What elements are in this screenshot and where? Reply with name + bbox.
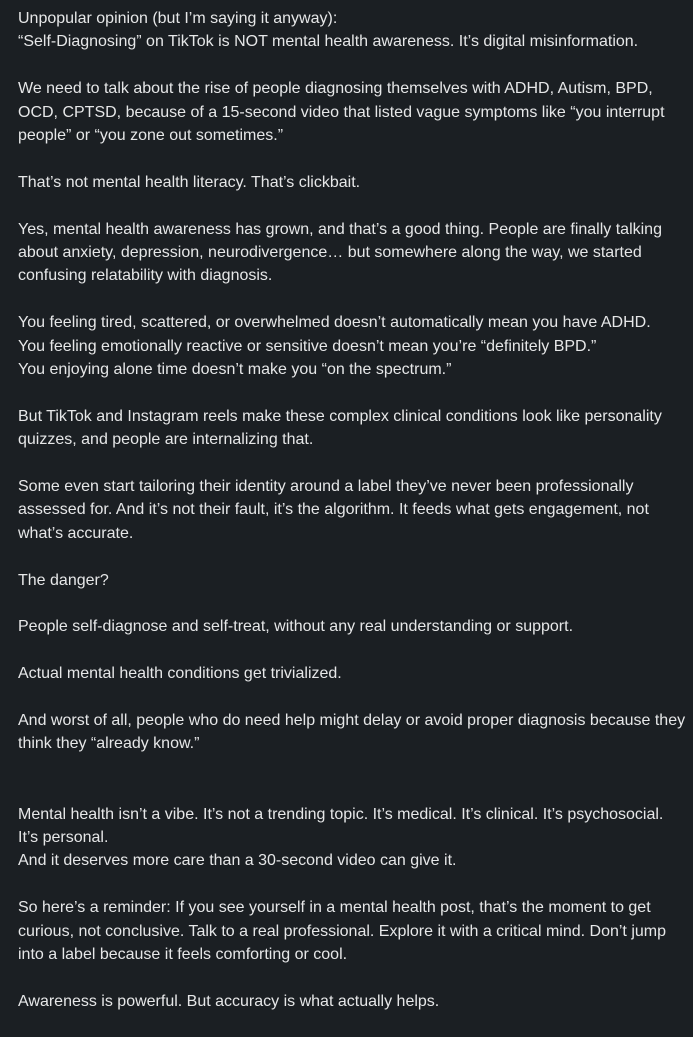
- text-line: You enjoying alone time doesn’t make you “on the spectrum.”: [18, 361, 452, 379]
- text-line: Some even start tailoring their identity around a label they’ve never been professionally assessed for. And it’s not their fault, it’s the algorithm. It feeds what gets engagement, not what’s accurate.: [18, 478, 649, 542]
- post-paragraph: [18, 615, 686, 638]
- text-line: “Self-Diagnosing” on TikTok is NOT mental health awareness. It’s digital misinformation.: [18, 33, 639, 51]
- text-line: And it deserves more care than a 30-second video can give it.: [18, 852, 457, 870]
- text-line: Actual mental health conditions get trivialized.: [18, 665, 342, 683]
- text-line: You feeling tired, scattered, or overwhelmed doesn’t automatically mean you have ADHD.: [18, 314, 651, 332]
- post-paragraph: [18, 171, 686, 194]
- post-paragraph: [18, 803, 686, 873]
- text-line: But TikTok and Instagram reels make these complex clinical conditions look like personality quizzes, and people are internalizing that.: [18, 407, 662, 449]
- text-line: Awareness is powerful. But accuracy is what actually helps.: [18, 992, 440, 1010]
- post-paragraph: [18, 990, 686, 1013]
- post-paragraph: [18, 475, 686, 545]
- text-line: We need to talk about the rise of people diagnosing themselves with ADHD, Autism, BPD, OCD, CPTSD, because of a 15-second video that listed vague symptoms like “you interrupt people” or “you zone out sometimes.”: [18, 80, 665, 145]
- post-body: [18, 7, 686, 1037]
- post-paragraph: [18, 709, 686, 756]
- text-line: People self-diagnose and self-treat, without any real understanding or support.: [18, 618, 574, 636]
- text-line: Mental health isn’t a vibe. It’s not a trending topic. It’s medical. It’s clinical. It’s psychosocial. It’s personal.: [18, 805, 664, 847]
- text-line: Unpopular opinion (but I’m saying it anyway):: [18, 10, 338, 27]
- post-paragraph: [18, 662, 686, 685]
- post-paragraph: [18, 218, 686, 288]
- text-line: Yes, mental health awareness has grown, and that’s a good thing. People are finally talking about anxiety, depression, neurodivergence… but somewhere along the way, we started confusing relatability with diagnosis.: [18, 220, 662, 285]
- post-paragraph: [18, 405, 686, 452]
- post-paragraph: [18, 77, 686, 147]
- post-paragraph: [18, 569, 686, 592]
- text-line: So here’s a reminder: If you see yourself in a mental health post, that’s the moment to get curious, not conclusive. Talk to a real professional. Explore it with a critical mind. Don’t jump into a label because it feels comforting or cool.: [18, 899, 666, 964]
- text-line: You feeling emotionally reactive or sensitive doesn’t mean you’re “definitely BPD.”: [18, 337, 597, 355]
- post-paragraph: [18, 896, 686, 966]
- text-line: That’s not mental health literacy. That’s clickbait.: [18, 173, 361, 191]
- post-paragraph: [18, 7, 686, 54]
- text-line: The danger?: [18, 571, 109, 589]
- text-line: And worst of all, people who do need help might delay or avoid proper diagnosis because they think they “already know.”: [18, 712, 686, 753]
- post-paragraph: [18, 311, 686, 381]
